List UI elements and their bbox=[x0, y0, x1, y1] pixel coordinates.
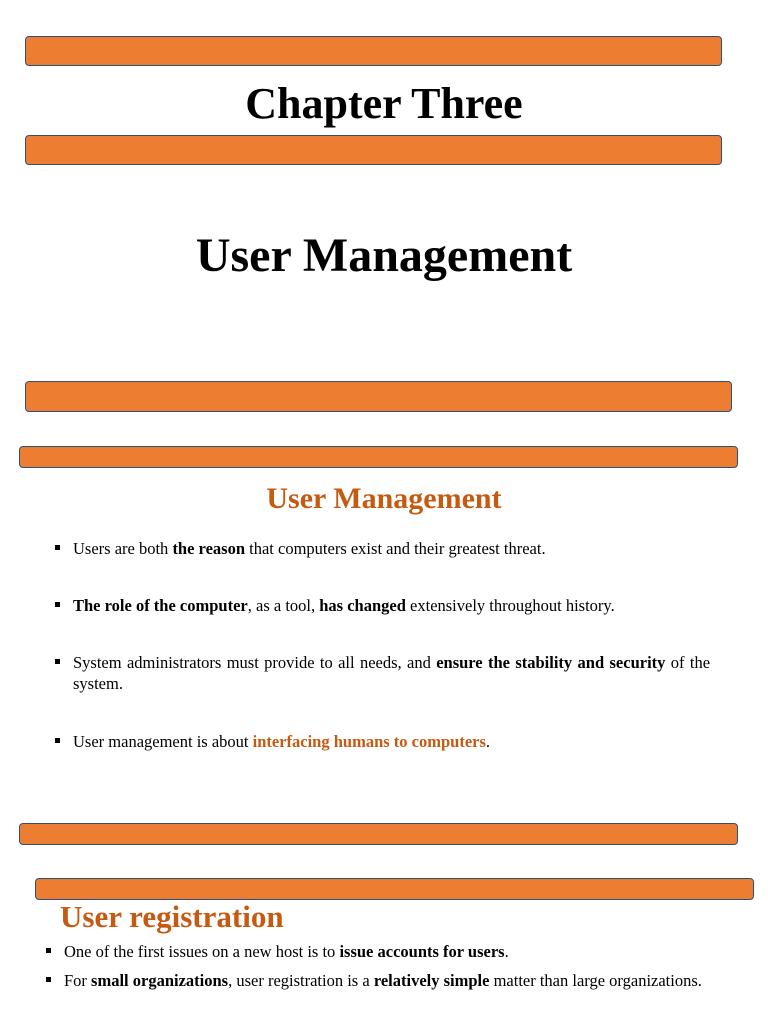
list-item: For small organizations, user registration is a relatively simple matter than large organizations. bbox=[46, 970, 716, 991]
list-item: The role of the computer, as a tool, has changed extensively throughout history. bbox=[55, 595, 710, 616]
decorative-bar-slide2-bottom bbox=[19, 823, 738, 845]
chapter-title: Chapter Three bbox=[245, 79, 523, 128]
slide2-bullet-list-2 bbox=[55, 595, 710, 616]
slide3-bullet-list bbox=[46, 941, 716, 991]
list-item: User management is about interfacing humans to computers. bbox=[55, 731, 710, 752]
bullet-square-icon bbox=[55, 545, 60, 550]
slide2-bullet-list-4 bbox=[55, 731, 710, 752]
slide3-heading: User registration bbox=[60, 899, 284, 934]
bullet-square-icon bbox=[55, 659, 60, 664]
decorative-bar-slide3-top bbox=[35, 878, 754, 900]
decorative-bar-under-title bbox=[25, 135, 722, 165]
bullet-square-icon bbox=[55, 738, 60, 743]
slide2-heading: User Management bbox=[266, 482, 502, 515]
decorative-bar-bottom bbox=[25, 381, 732, 412]
list-item: Users are both the reason that computers exist and their greatest threat. bbox=[55, 538, 710, 559]
bullet-square-icon bbox=[46, 948, 51, 953]
bullet-square-icon bbox=[55, 602, 60, 607]
slide2-bullet-list-3 bbox=[55, 652, 710, 694]
decorative-bar-slide2-top bbox=[19, 446, 738, 468]
list-item: System administrators must provide to all needs, and ensure the stability and security of the system. bbox=[55, 652, 710, 694]
slide2-bullet-list bbox=[55, 538, 710, 559]
slide1-subtitle: User Management bbox=[195, 229, 573, 282]
list-item: One of the first issues on a new host is to issue accounts for users. bbox=[46, 941, 716, 962]
bullet-square-icon bbox=[46, 977, 51, 982]
decorative-bar-top bbox=[25, 36, 722, 66]
